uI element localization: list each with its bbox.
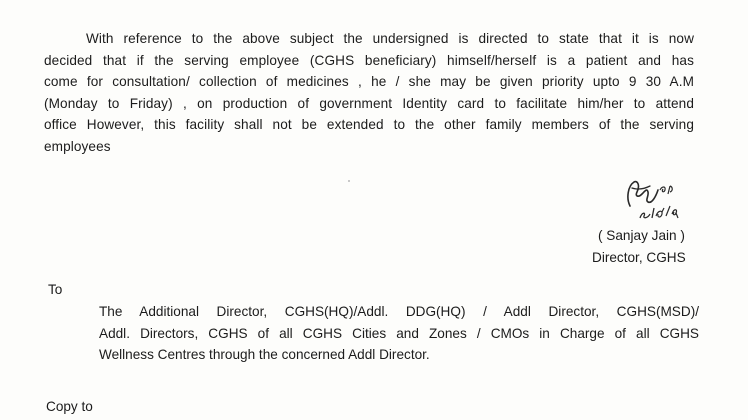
signatory-name: ( Sanjay Jain )	[598, 228, 685, 243]
body-line-2: decided that if the serving employee (CGHS beneficiary) himself/herself is a patient and has	[44, 52, 694, 68]
addressee-block	[99, 301, 699, 366]
body-line-3: come for consultation/ collection of medicines , he / she may be given priority upto 9 30 A.M	[44, 74, 694, 89]
scan-speck	[348, 180, 350, 182]
body-paragraph	[44, 28, 694, 157]
body-line-6: employees	[44, 138, 111, 154]
copy-to-label: Copy to	[46, 399, 93, 414]
signatory-designation: Director, CGHS	[592, 250, 686, 265]
addressee-line-2: Addl. Directors, CGHS of all CGHS Cities and Zones / CMOs in Charge of all CGHS	[99, 325, 699, 341]
addressee-line-1: The Additional Director, CGHS(HQ)/Addl. DDG(HQ) / Addl Director, CGHS(MSD)/	[99, 304, 699, 319]
body-line-5: office However, this facility shall not be extended to the other family members of the serving	[44, 117, 694, 132]
body-line-1: With reference to the above subject the undersigned is directed to state that it is now	[86, 31, 694, 46]
to-label: To	[48, 282, 63, 297]
signature-icon	[618, 176, 684, 224]
body-line-4: (Monday to Friday) , on production of government Identity card to facilitate him/her to attend	[44, 95, 694, 111]
addressee-line-3: Wellness Centres through the concerned Addl Director.	[99, 347, 430, 362]
handwritten-signature	[618, 176, 684, 224]
